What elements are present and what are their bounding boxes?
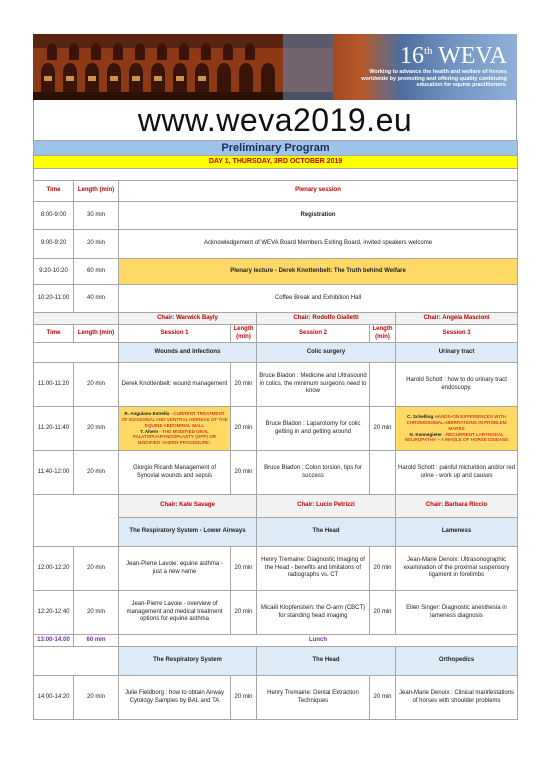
row-length: 20 min (231, 591, 257, 635)
chairs-row (34, 313, 518, 325)
row-time: 9:00-9:20 (34, 230, 74, 259)
row-length: 20 min (231, 547, 257, 591)
weva-tagline: Working to advance the health and welfare of horses worldwide by promoting and offering quality continuing education for equine practitioners. (361, 69, 507, 88)
talk: Jean-Pierre Lavoie - overview of management and medical treatment options for equine asthma (119, 591, 231, 635)
length-header: Length (min) (231, 325, 257, 343)
row-length (370, 363, 396, 407)
row-length (370, 451, 396, 495)
table-row (34, 363, 518, 407)
spacer-row (34, 169, 518, 181)
row-length: 20 min (74, 547, 119, 591)
topic-session-3: Lameness (396, 518, 518, 547)
row-time: 11:20-11:40 (34, 407, 74, 451)
table-row (34, 547, 518, 591)
topic-session-1: The Respiratory System (119, 647, 257, 676)
length-header: Length (min) (370, 325, 396, 343)
row-length: 20 min (74, 230, 119, 259)
topics-row (34, 518, 518, 547)
topic-session-2: Colic surgery (257, 343, 396, 363)
row-length: 20 min (370, 676, 396, 720)
row-time: 13:00-14:00 (34, 635, 74, 647)
talk: C. Schelling HANDS-ON EXPERIENCES WITH CHROMOSOMAL ABERRATIONS IN PROBLEM MARES N. Kannegieter - RECURRENT LARYNGEAL NEUROPATHY – A WHOLE OF HORSE DISEASE (396, 407, 518, 451)
topics-row (34, 343, 518, 363)
row-time: 8:00-9:00 (34, 202, 74, 230)
row-session: Registration (119, 202, 518, 230)
row-length: 20 min (231, 451, 257, 495)
chair-session-2: Chair: Lucio Petrizzi (257, 495, 396, 518)
table-row (34, 591, 518, 635)
talk: R. Angulano Estrella - CURRENT TREATMENT OF INCISIONAL AND VENTRAL HERNIAS OF THE EQUINE ABDOMINAL WALL T. Ahern - THE MODIFIED ORAL PALATOPHARYNGOPLASTY (OPP) OR MODIFIED 'AHERN PROCEDURE'. (119, 407, 231, 451)
plenary-header-row (34, 181, 518, 202)
row-length: 20 min (74, 363, 119, 407)
table-row (34, 285, 518, 313)
chair-session-3: Chair: Angela Mascioni (396, 313, 518, 325)
talk: Henry Tremaine: Diagnostic Imaging of the Head - benefits and limitatons of radiographs vs. CT (257, 547, 370, 591)
length-header: Length (min) (74, 181, 119, 202)
row-length: 60 min (74, 259, 119, 285)
topic-session-2: The Head (257, 518, 396, 547)
program-table (33, 140, 518, 720)
chair-session-3: Chair: Barbara Riccio (396, 495, 518, 518)
topic-session-2: The Head (257, 647, 396, 676)
length-header: Length (min) (74, 325, 119, 343)
table-row (34, 259, 518, 285)
row-length: 20 min (74, 591, 119, 635)
row-time: 12:00-12:20 (34, 547, 74, 591)
website-url[interactable]: www.weva2019.eu (33, 100, 517, 140)
talk: Giorgio Ricardi Management of Synovial wounds and sepsis (119, 451, 231, 495)
talk: Jean-Marie Denoix: Ultrasonographic examination of the proximal suspensory ligament in forelimbs (396, 547, 518, 591)
plenary-lecture: Plenary lecture - Derek Knottenbelt: The Truth behind Welfare (119, 259, 518, 285)
talk: Jean-Marie Denoix : Clinical manifestations of horses with shoulder problems (396, 676, 518, 720)
topics-row (34, 647, 518, 676)
row-length: 40 min (74, 285, 119, 313)
row-length: 20 min (370, 407, 396, 451)
table-row (34, 451, 518, 495)
talk: Bruce Bladon : Medicine and Ultrasound in colics, the minimum surgeons need to know (257, 363, 370, 407)
time-header: Time (34, 325, 74, 343)
arena-photo (33, 34, 333, 100)
row-session: Coffee Break and Exhibition Hall (119, 285, 518, 313)
plenary-session-header: Plenary session (119, 181, 518, 202)
lunch-label: Lunch (119, 635, 518, 647)
row-length: 20 min (74, 451, 119, 495)
table-row (34, 407, 518, 451)
talk: Jean-Pierre Lavoie: equine asthma - just a new name (119, 547, 231, 591)
row-length: 20 min (231, 676, 257, 720)
session-header-row (34, 325, 518, 343)
row-time: 11:00-11:20 (34, 363, 74, 407)
day-title: DAY 1, THURSDAY, 3RD OCTOBER 2019 (34, 156, 518, 169)
session-1-header: Session 1 (119, 325, 231, 343)
topic-session-3: Urinary tract (396, 343, 518, 363)
talk: Micaël Klopfenstein: the O-arm (CBCT) for standing head imaging (257, 591, 370, 635)
talk: Julie Fieldborg : how to obtain Airway Cytology Samples by BAL and TA (119, 676, 231, 720)
row-time: 10:20-11:00 (34, 285, 74, 313)
chair-session-2: Chair: Rodolfo Gialletti (257, 313, 396, 325)
lunch-row (34, 635, 518, 647)
program-title: Preliminary Program (34, 141, 518, 156)
talk: Harold Schott : how to do urinary tract endoscopy. (396, 363, 518, 407)
row-length: 20 min (370, 591, 396, 635)
topic-session-1: The Respiratory System - Lower Airways (119, 518, 257, 547)
row-length: 20 min (370, 547, 396, 591)
table-row (34, 202, 518, 230)
row-time: 12:20-12:40 (34, 591, 74, 635)
session-3-header: Session 3 (396, 325, 518, 343)
row-time: 14:00-14:20 (34, 676, 74, 720)
row-length: 20 min (231, 407, 257, 451)
talk: Derek Knottenbelt: wound management (119, 363, 231, 407)
talk: Harold Schott : painful micturition and/or red urine - work up and causes (396, 451, 518, 495)
time-header: Time (34, 181, 74, 202)
topic-session-3: Orthopedics (396, 647, 518, 676)
row-length: 60 min (74, 635, 119, 647)
row-time: 11:40-12:00 (34, 451, 74, 495)
chairs-row (34, 495, 518, 518)
row-length: 20 min (74, 676, 119, 720)
chair-session-1: Chair: Warwick Bayly (119, 313, 257, 325)
session-2-header: Session 2 (257, 325, 370, 343)
row-time: 9:20-10:20 (34, 259, 74, 285)
row-session: Acknowledgement of WEVA Board Members Exiting Board, invited speakers welcome (119, 230, 518, 259)
row-length: 20 min (74, 407, 119, 451)
table-row (34, 230, 518, 259)
table-row (34, 676, 518, 720)
program-page (33, 34, 517, 720)
talk: Henry Tremaine: Dental Extraction Techniques (257, 676, 370, 720)
row-length: 30 min (74, 202, 119, 230)
talk: Ellen Singer: Diagnostic anesthesia in lameness diagnosis (396, 591, 518, 635)
topic-session-1: Wounds and Infections (119, 343, 257, 363)
talk: Bruce Bladon : Colon torsion, tips for success (257, 451, 370, 495)
header-banner (33, 34, 517, 100)
row-length: 20 min (231, 363, 257, 407)
weva-logo: 16th WEVA Working to advance the health and welfare of horses worldwide by promoting and offering quality continuing education for equine practitioners. (342, 38, 507, 89)
talk: Bruce Bladon : Laparotomy for colic getting in and getting around (257, 407, 370, 451)
chair-session-1: Chair: Kate Savage (119, 495, 257, 518)
